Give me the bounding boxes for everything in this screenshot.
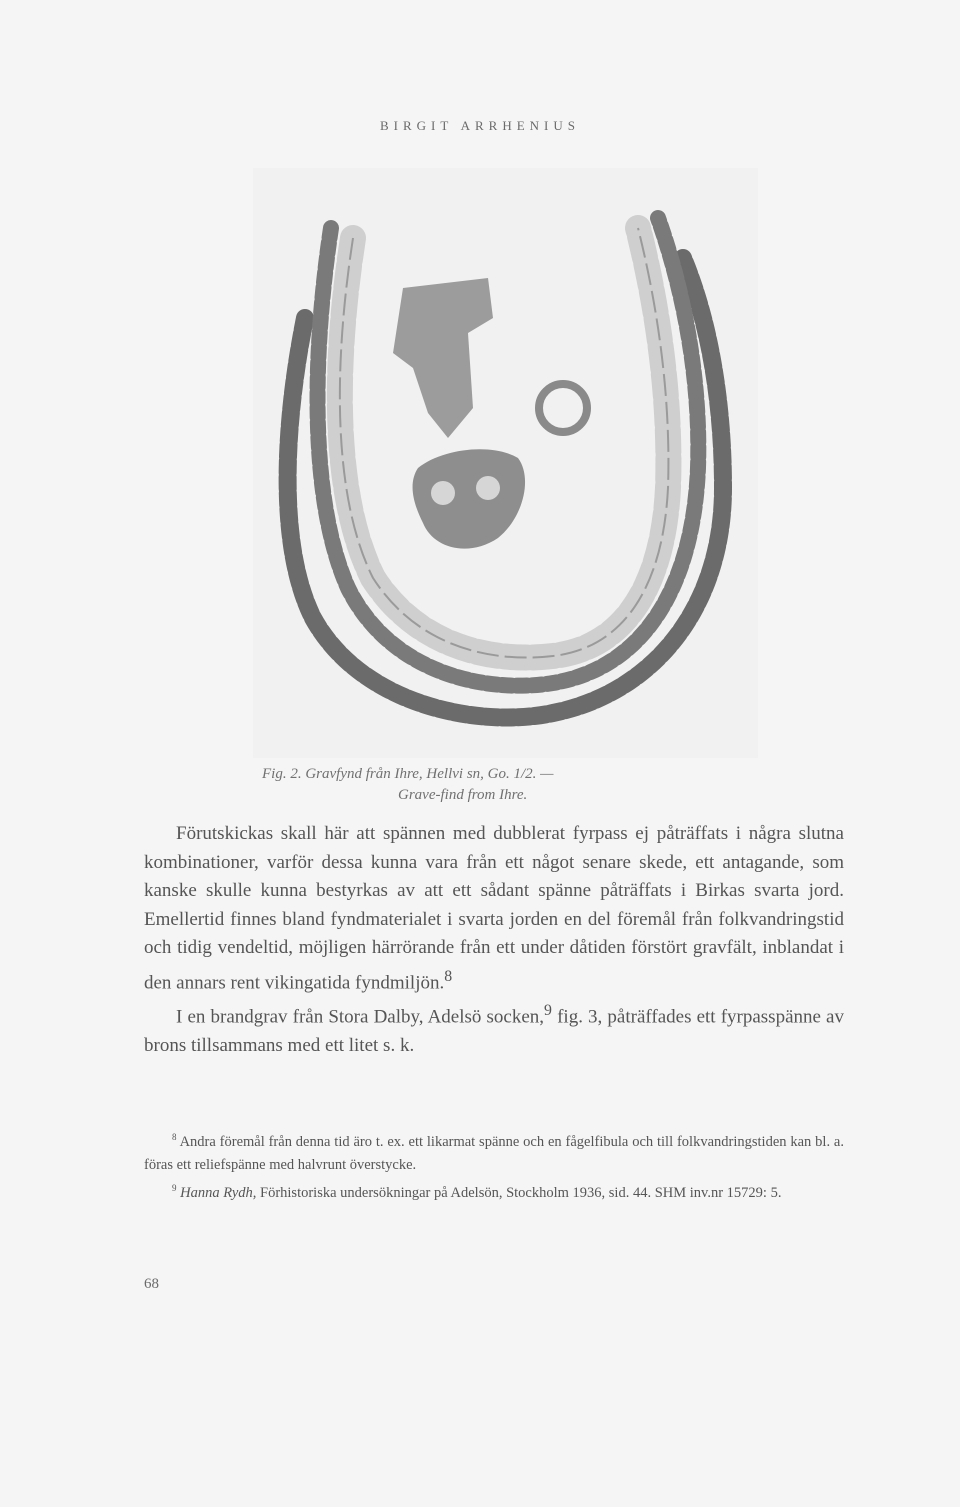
page-number: 68 (144, 1276, 159, 1292)
figure-photo (253, 168, 758, 758)
body-text (144, 820, 844, 1061)
footnotes (144, 1126, 844, 1205)
footnote-text: Förhistoriska undersökningar på Adelsön, Stockholm 1936, sid. 44. SHM inv.nr 15729: 5. (256, 1184, 782, 1201)
footnote-number: 8 (172, 1132, 177, 1142)
paragraph-2-text-b: fig. 3, påträffades ett fyrpasspänne av brons tillsammans med ett litet s. k. (144, 1006, 844, 1057)
footnote-8 (144, 1126, 844, 1177)
running-head: BIRGIT ARRHENIUS (379, 118, 581, 133)
caption-line-2: Grave-find from Ihre. (398, 787, 528, 803)
footnote-text: Andra föremål från denna tid äro t. ex. ett likarmat spänne och en fågelfibula och till folkvandringstiden kan bl. a. föras ett reliefspänne med halvrunt överstycke. (144, 1133, 844, 1173)
figure-caption (262, 764, 762, 806)
paragraph-2-text-a: I en brandgrav från Stora Dalby, Adelsö socken, (176, 1006, 545, 1028)
paragraph-1-text: Förutskickas skall här att spännen med dubblerat fyrpass ej påträffats i några slutna kombinationer, varför dessa kunna vara från ett något senare skede, ett antagande, som kanske skulle kunna bestyrkas av att ett sådant spänne påträffats i Birkas svarta jord. Emellertid finnes bland fyndmaterialet i svarta jorden en del föremål från folkvandringstid och tidig vendeltid, möjligen härrörande från ett under dåtiden förstört gravfält, inblandat i den annars rent vikingatida fyndmiljön. (144, 823, 844, 993)
footnote-ref-8: 8 (444, 967, 453, 985)
footnote-ref-9: 9 (544, 1002, 552, 1020)
footnote-number: 9 (172, 1182, 177, 1193)
bead-necklace-photo-icon (253, 168, 758, 758)
footnote-9 (144, 1177, 844, 1205)
paragraph-1 (144, 820, 844, 997)
footnote-author: Hanna Rydh, (180, 1184, 257, 1201)
caption-line-1: Fig. 2. Gravfynd från Ihre, Hellvi sn, Go. 1/2. — (262, 766, 554, 782)
paragraph-2 (144, 997, 844, 1060)
